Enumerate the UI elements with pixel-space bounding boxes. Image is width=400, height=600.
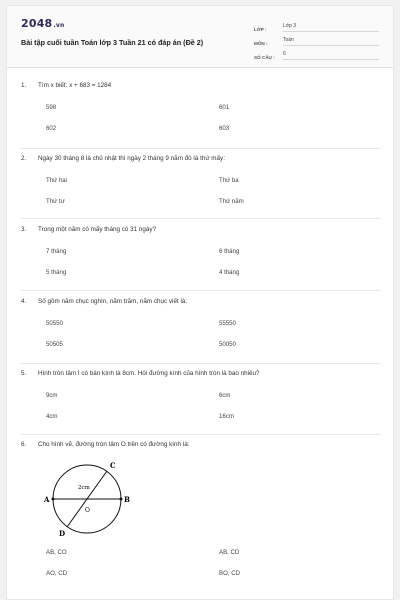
divider <box>21 148 381 149</box>
question-text: Tìm x biết: x + 683 = 1284 <box>38 82 112 89</box>
option-b[interactable]: 6 tháng <box>219 248 240 255</box>
question-text: Số gồm năm chục nghìn, năm trăm, năm chục viết là: <box>38 298 188 305</box>
option-a[interactable]: Thứ hai <box>46 177 68 184</box>
question-text: Ngày 30 tháng 8 là chủ nhật thì ngày 2 tháng 9 năm đó là thứ mấy: <box>38 155 225 162</box>
option-a[interactable]: 50550 <box>46 320 63 327</box>
option-b[interactable]: AB, CD <box>219 549 240 556</box>
divider <box>21 363 381 364</box>
label-c: C <box>110 461 116 470</box>
worksheet-header <box>7 6 393 68</box>
question-text: Hình tròn tâm I có bán kính là 8cm. Hỏi đường kính của hình tròn là bao nhiêu? <box>38 370 260 377</box>
label-radius: 2cm <box>78 485 90 491</box>
option-c[interactable]: 4cm <box>46 413 58 420</box>
option-b[interactable]: Thứ ba <box>219 177 239 184</box>
option-b[interactable]: 6cm <box>219 392 231 399</box>
question-text: Cho hình vẽ, đường tròn tâm O trên có đường kính là: <box>38 441 190 448</box>
meta-class: LỚP : Lớp 3 <box>254 19 379 32</box>
option-b[interactable]: 55550 <box>219 320 236 327</box>
label-o: O <box>85 507 90 514</box>
option-c[interactable]: AO, CD <box>46 570 67 577</box>
option-d[interactable]: 16cm <box>219 413 234 420</box>
option-d[interactable]: BO, CD <box>219 570 240 577</box>
divider <box>21 434 381 435</box>
label-b: B <box>124 495 130 504</box>
option-a[interactable]: AB, CO <box>46 549 67 556</box>
option-d[interactable]: 4 tháng <box>219 269 240 276</box>
option-a[interactable]: 9cm <box>46 392 58 399</box>
option-c[interactable]: 50505 <box>46 341 63 348</box>
site-logo[interactable]: 2048.vn <box>21 17 65 30</box>
option-b[interactable]: 601 <box>219 104 230 111</box>
page-title: Bài tập cuối tuần Toán lớp 3 Tuần 21 có đáp án (Đề 2) <box>21 38 204 47</box>
question-4: 4. Số gồm năm chục nghìn, năm trăm, năm chục viết là: 50550 55550 50505 50050 <box>21 298 236 348</box>
option-d[interactable]: 50050 <box>219 341 236 348</box>
question-5: 5. Hình tròn tâm I có bán kính là 8cm. Hỏi đường kính của hình tròn là bao nhiêu? 9cm 6cm 4cm 16cm <box>21 370 260 420</box>
question-1: 1. Tìm x biết: x + 683 = 1284 598 601 602 603 <box>21 82 230 132</box>
question-3: 3. Trong một năm có mấy tháng có 31 ngày? 7 tháng 6 tháng 5 tháng 4 tháng <box>21 226 240 276</box>
worksheet-meta <box>254 19 379 61</box>
question-6-options <box>21 499 381 589</box>
meta-subject: MÔN : Toán <box>254 33 379 46</box>
option-c[interactable]: 602 <box>46 125 57 132</box>
option-a[interactable]: 598 <box>46 104 57 111</box>
question-text: Trong một năm có mấy tháng có 31 ngày? <box>38 226 157 233</box>
question-2: 2. Ngày 30 tháng 8 là chủ nhật thì ngày 2 tháng 9 năm đó là thứ mấy: Thứ hai Thứ ba Thứ tư Thứ năm <box>21 155 244 205</box>
option-a[interactable]: 7 tháng <box>46 248 67 255</box>
label-d: D <box>59 529 66 538</box>
option-c[interactable]: Thứ tư <box>46 198 65 205</box>
option-d[interactable]: Thứ năm <box>219 198 244 205</box>
divider <box>21 218 381 219</box>
option-d[interactable]: 603 <box>219 125 230 132</box>
divider <box>21 290 381 291</box>
question-6: 6. Cho hình vẽ, đường tròn tâm O trên có đường kính là: <box>21 441 190 448</box>
meta-question-count: SỐ CÂU : 6 <box>254 47 379 60</box>
label-a: A <box>44 495 50 504</box>
worksheet-page <box>6 5 394 600</box>
option-c[interactable]: 5 tháng <box>46 269 67 276</box>
